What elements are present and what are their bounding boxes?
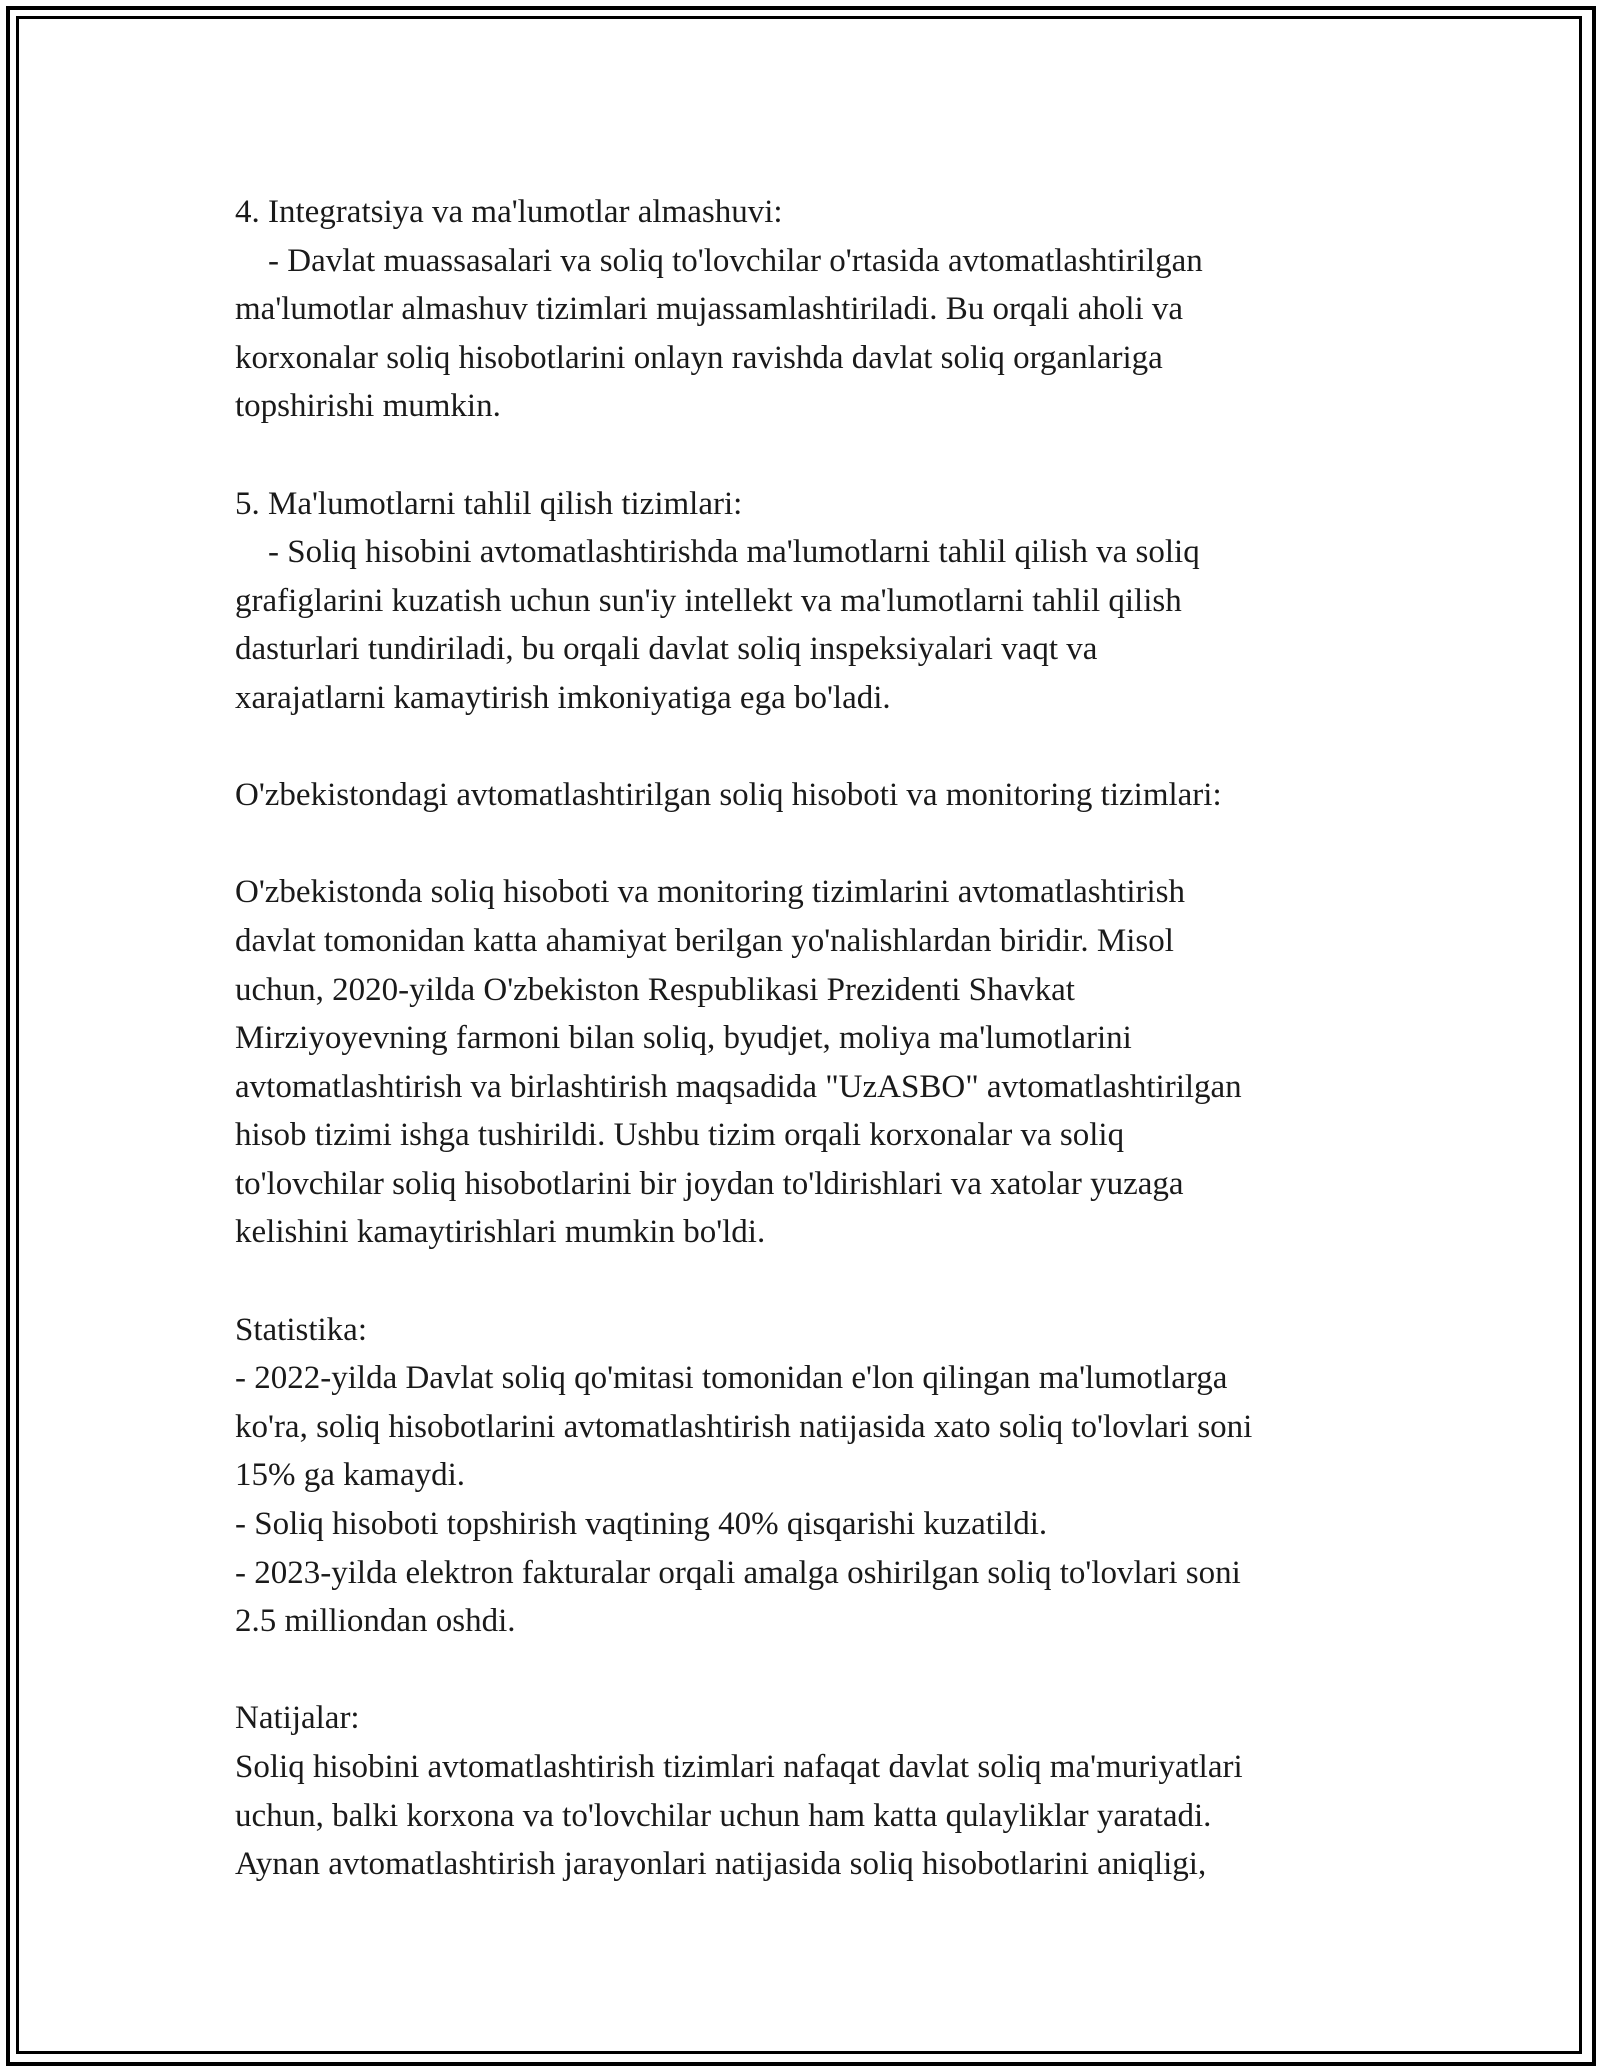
text-line: Aynan avtomatlashtirish jarayonlari natijasida soliq hisobotlarini aniqligi,	[235, 1846, 1207, 1883]
text-line: korxonalar soliq hisobotlarini onlayn ravishda davlat soliq organlariga	[235, 339, 1163, 376]
paragraph-gap	[235, 431, 1395, 480]
paragraph-statistics	[235, 1306, 1395, 1646]
text-line: - Davlat muassasalari va soliq to'lovchilar o'rtasida avtomatlashtirilgan	[235, 242, 1203, 279]
paragraph-uzbekistan-heading	[235, 771, 1395, 820]
paragraph-gap	[235, 1646, 1395, 1695]
paragraph-data-analysis	[235, 480, 1395, 723]
text-line: dasturlari tundiriladi, bu orqali davlat soliq inspeksiyalari vaqt va	[235, 631, 1098, 668]
text-line: avtomatlashtirish va birlashtirish maqsadida "UzASBO" avtomatlashtirilgan	[235, 1068, 1242, 1105]
text-line: kelishini kamaytirishlari mumkin bo'ldi.	[235, 1214, 766, 1251]
text-line: - Soliq hisobini avtomatlashtirishda ma'lumotlarni tahlil qilish va soliq	[235, 534, 1200, 571]
text-line: 15% ga kamaydi.	[235, 1457, 466, 1494]
text-line: - 2023-yilda elektron fakturalar orqali amalga oshirilgan soliq to'lovlari soni	[235, 1554, 1241, 1591]
text-line: uchun, 2020-yilda O'zbekiston Respublikasi Prezidenti Shavkat	[235, 971, 1075, 1008]
text-line: 2.5 milliondan oshdi.	[235, 1603, 516, 1640]
text-line: xarajatlarni kamaytirish imkoniyatiga ega bo'ladi.	[235, 679, 891, 716]
paragraph-gap	[235, 820, 1395, 869]
heading-data-analysis: 5. Ma'lumotlarni tahlil qilish tizimlari:	[235, 485, 743, 522]
text-line: ma'lumotlar almashuv tizimlari mujassamlashtiriladi. Bu orqali aholi va	[235, 291, 1184, 328]
text-line: - Soliq hisoboti topshirish vaqtining 40% qisqarishi kuzatildi.	[235, 1506, 1048, 1543]
text-line: davlat tomonidan katta ahamiyat berilgan yo'nalishlardan biridir. Misol	[235, 922, 1174, 959]
text-line: ko'ra, soliq hisobotlarini avtomatlashtirish natijasida xato soliq to'lovlari soni	[235, 1408, 1253, 1445]
heading-results: Natijalar:	[235, 1700, 360, 1737]
paragraph-uzbekistan-body	[235, 868, 1395, 1257]
paragraph-gap	[235, 723, 1395, 772]
text-line: O'zbekistonda soliq hisoboti va monitoring tizimlarini avtomatlashtirish	[235, 874, 1185, 911]
text-line: - 2022-yilda Davlat soliq qo'mitasi tomonidan e'lon qilingan ma'lumotlarga	[235, 1360, 1228, 1397]
paragraph-integration	[235, 188, 1395, 431]
heading-statistics: Statistika:	[235, 1311, 367, 1348]
text-line: grafiglarini kuzatish uchun sun'iy intellekt va ma'lumotlarni tahlil qilish	[235, 582, 1182, 619]
text-line: uchun, balki korxona va to'lovchilar uchun ham katta qulayliklar yaratadi.	[235, 1797, 1212, 1834]
document-body	[235, 188, 1395, 1889]
heading-uzbekistan-systems: O'zbekistondagi avtomatlashtirilgan soliq hisoboti va monitoring tizimlari:	[235, 777, 1222, 814]
text-line: hisob tizimi ishga tushirildi. Ushbu tizim orqali korxonalar va soliq	[235, 1117, 1125, 1154]
text-line: Soliq hisobini avtomatlashtirish tizimlari nafaqat davlat soliq ma'muriyatlari	[235, 1749, 1243, 1785]
text-line: Mirziyoyevning farmoni bilan soliq, byudjet, moliya ma'lumotlarini	[235, 1020, 1132, 1057]
heading-integration: 4. Integratsiya va ma'lumotlar almashuvi:	[235, 194, 783, 230]
paragraph-gap	[235, 1257, 1395, 1306]
text-line: to'lovchilar soliq hisobotlarini bir joydan to'ldirishlari va xatolar yuzaga	[235, 1165, 1184, 1202]
paragraph-results	[235, 1694, 1395, 1888]
text-line: topshirishi mumkin.	[235, 388, 501, 425]
